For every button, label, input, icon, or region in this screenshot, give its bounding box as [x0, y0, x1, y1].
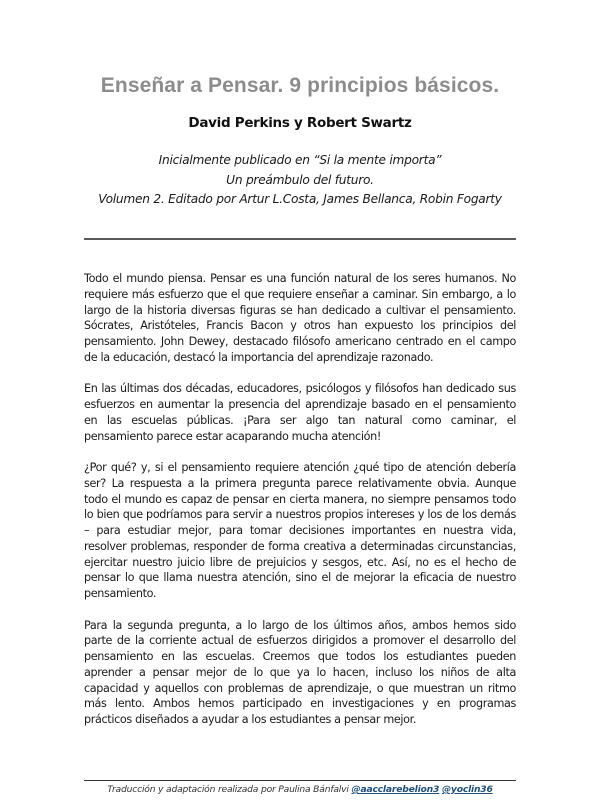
footer-link-handle-1[interactable]: @aacclarebelion3 — [351, 784, 440, 795]
paragraph: Todo el mundo piensa. Pensar es una función natural de los seres humanos. No requiere más esfuerzo que el que requiere enseñar a caminar. Sin embargo, a lo largo de la historia diversas figuras se han dedicado a cultivar el pensamiento. Sócrates, Aristóteles, Francis Bacon y otros han expuesto los principios del pensamiento. John Dewey, destacado filósofo americano centrado en el campo de la educación, destacó la importancia del aprendizaje razonado. — [84, 272, 516, 364]
publication-line-3: Volumen 2. Editado por Artur L.Costa, James Bellanca, Robin Fogarty — [98, 192, 502, 206]
footer-credit: Traducción y adaptación realizada por Paulina Bánfalvi — [107, 784, 352, 795]
footer-link-handle-2[interactable]: @yoclin36 — [441, 784, 493, 795]
document-authors: David Perkins y Robert Swartz — [188, 115, 412, 131]
paragraph: Para la segunda pregunta, a lo largo de los últimos años, ambos hemos sido parte de la corriente actual de esfuerzos dirigidos a promover el desarrollo del pensamiento en las escuelas. Creemos que todos los estudiantes pueden aprender a pensar mejor de lo que ya lo hacen, incluso los niños de alta capacidad y aquellos con problemas de aprendizaje, o que muestran un ritmo más lento. Ambos hemos participado en investigaciones y en programas prácticos diseñados a ayudar a los estudiantes a pensar mejor. — [84, 618, 516, 726]
publication-line-2: Un preámbulo del futuro. — [226, 172, 374, 187]
paragraph: En las últimas dos décadas, educadores, psicólogos y filósofos han dedicado sus esfuerzos en aumentar la presencia del aprendizaje basado en el pensamiento en las escuelas públicas. ¡Para ser algo tan natural como caminar, el pensamiento parece estar acaparando mucha atención! — [84, 382, 516, 443]
header-divider — [84, 238, 516, 240]
paragraph: ¿Por qué? y, si el pensamiento requiere atención ¿qué tipo de atención debería ser? La respuesta a la primera pregunta parece relativamente obvia. Aunque todo el mundo es capaz de pensar en cierta manera, no siempre pensamos todo lo bien que podríamos para servir a nuestros propios intereses y los de los demás – para estudiar mejor, para tomar decisiones importantes en nuestra vida, resolver problemas, responder de forma creativa a determinadas circunstancias, ejercitar nuestro juicio libre de prejuicios y sesgos, etc. Así, no es el hecho de pensar lo que llama nuestra atención, sino el de mejorar la eficacia de nuestro pensamiento. — [84, 461, 516, 600]
document-body — [84, 271, 516, 744]
publication-info — [0, 151, 600, 210]
footer — [0, 784, 600, 795]
document-title: Enseñar a Pensar. 9 principios básicos. — [100, 74, 500, 97]
footer-divider — [84, 780, 516, 781]
publication-line-1: Inicialmente publicado en “Si la mente importa” — [158, 153, 442, 167]
